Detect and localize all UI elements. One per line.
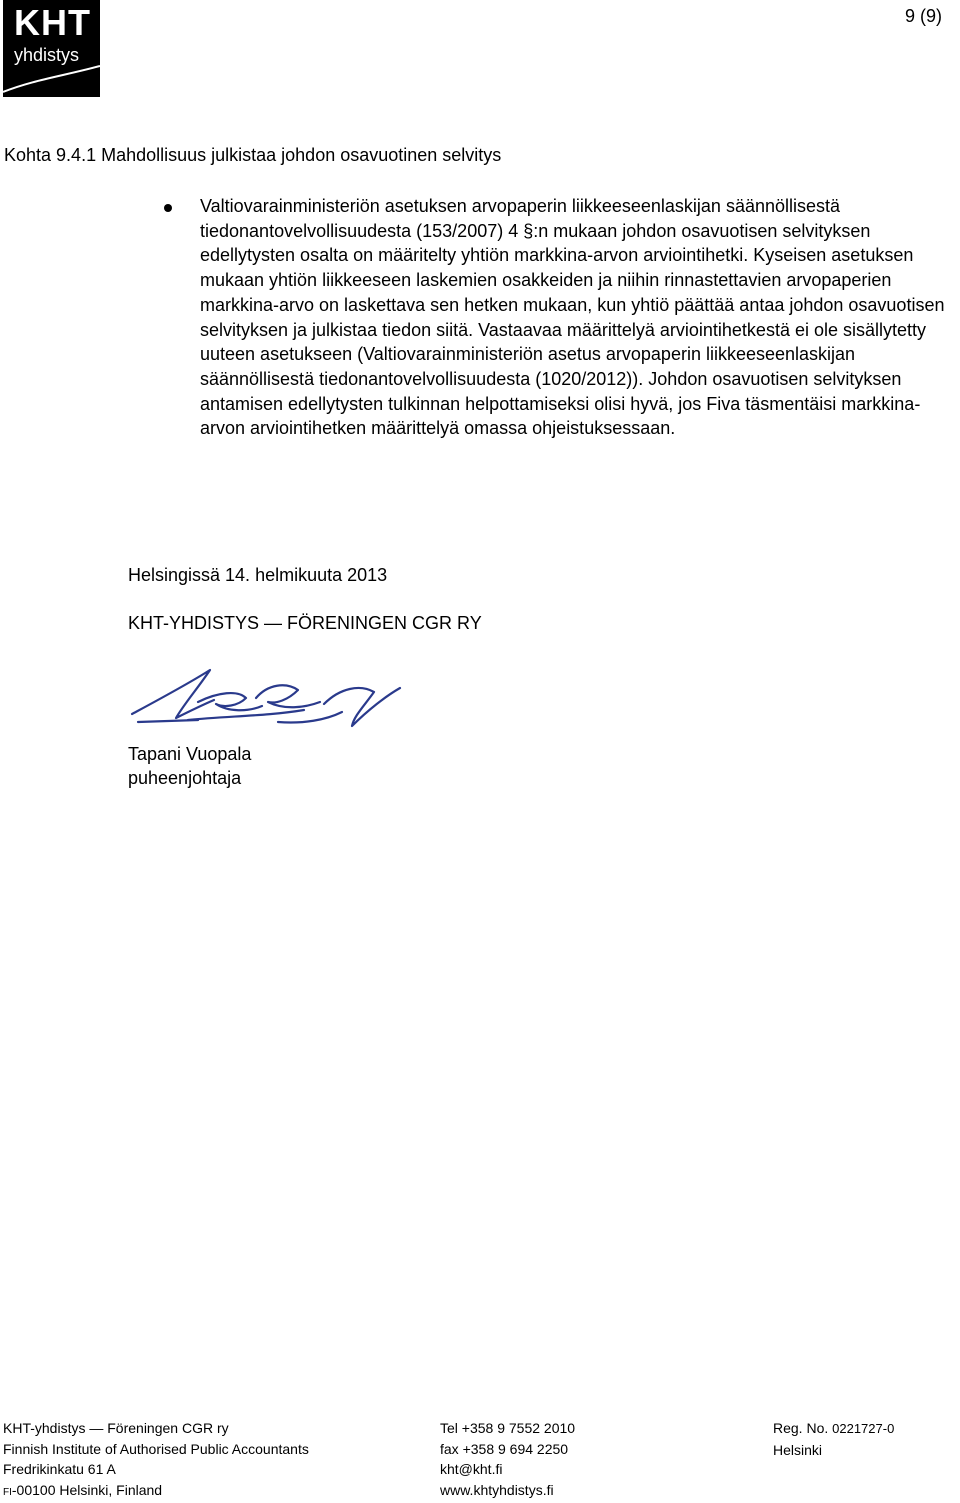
footer-email-link[interactable]: kht@kht.fi (440, 1459, 575, 1480)
signer-block (128, 742, 251, 790)
footer-reg-number: 0221727-0 (832, 1421, 894, 1436)
section-heading: Kohta 9.4.1 Mahdollisuus julkistaa johdon osavuotinen selvitys (4, 144, 501, 166)
organization-name: KHT-YHDISTYS — FÖRENINGEN CGR RY (128, 612, 482, 634)
bullet-paragraph: Valtiovarainministeriön asetuksen arvopaperin liikkeeseenlaskijan säännöllisestä tiedonantovelvollisuudesta (153/2007) 4 §:n mukaan johdon osavuotisen selvityksen edellytysten osalta on määritelty yhtiön markkina-arvon arviointihetki. Kyseisen asetuksen mukaan yhtiön liikkeeseen laskemien osakkeiden ja niihin rinnastettavien arvopaperien markkina-arvo on laskettava sen hetken mukaan, kun yhtiö päättää antaa johdon osavuotisen selvityksen ja julkistaa tiedon siitä. Vastaavaa määrittelyä arviointihetkestä ei ole sisällytetty uuteen asetukseen (Valtiovarainministeriön asetus arvopaperin liikkeeseenlaskijan säännöllisestä tiedonantovelvollisuudesta (1020/2012)). Johdon osavuotisen selvityksen antamisen edellytysten tulkinnan helpottamiseksi olisi hyvä, jos Fiva täsmentäisi markkina-arvon arviointihetken määrittelyä omassa ohjeistuksessaan. (200, 194, 952, 441)
handwritten-signature (128, 662, 418, 738)
footer-web-link[interactable]: www.khtyhdistys.fi (440, 1480, 575, 1501)
place-date: Helsingissä 14. helmikuuta 2013 (128, 564, 387, 586)
bullet-icon (164, 204, 172, 212)
footer-org-name: KHT-yhdistys — Föreningen CGR ry (3, 1418, 309, 1439)
footer-street: Fredrikinkatu 61 A (3, 1459, 309, 1480)
logo-wordmark: KHT (14, 3, 91, 43)
footer-org-english: Finnish Institute of Authorised Public Accountants (3, 1439, 309, 1460)
footer-contact (440, 1418, 575, 1500)
footer-city: Helsinki (773, 1440, 894, 1461)
page-number: 9 (9) (905, 6, 942, 26)
footer-fax: fax +358 9 694 2250 (440, 1439, 575, 1460)
signer-title: puheenjohtaja (128, 766, 251, 790)
footer-postal (3, 1480, 309, 1503)
footer-postal-city: -00100 Helsinki, Finland (12, 1482, 162, 1498)
footer-address (3, 1418, 309, 1503)
footer-reg-label: Reg. No. (773, 1420, 828, 1436)
footer-country-code: FI (3, 1487, 12, 1498)
footer-reg-line (773, 1418, 894, 1440)
logo-subtitle: yhdistys (14, 45, 79, 65)
kht-logo (3, 0, 100, 97)
footer-phone: Tel +358 9 7552 2010 (440, 1418, 575, 1439)
logo-swoosh-icon (3, 62, 100, 97)
signer-name: Tapani Vuopala (128, 742, 251, 766)
footer-registration (773, 1418, 894, 1460)
